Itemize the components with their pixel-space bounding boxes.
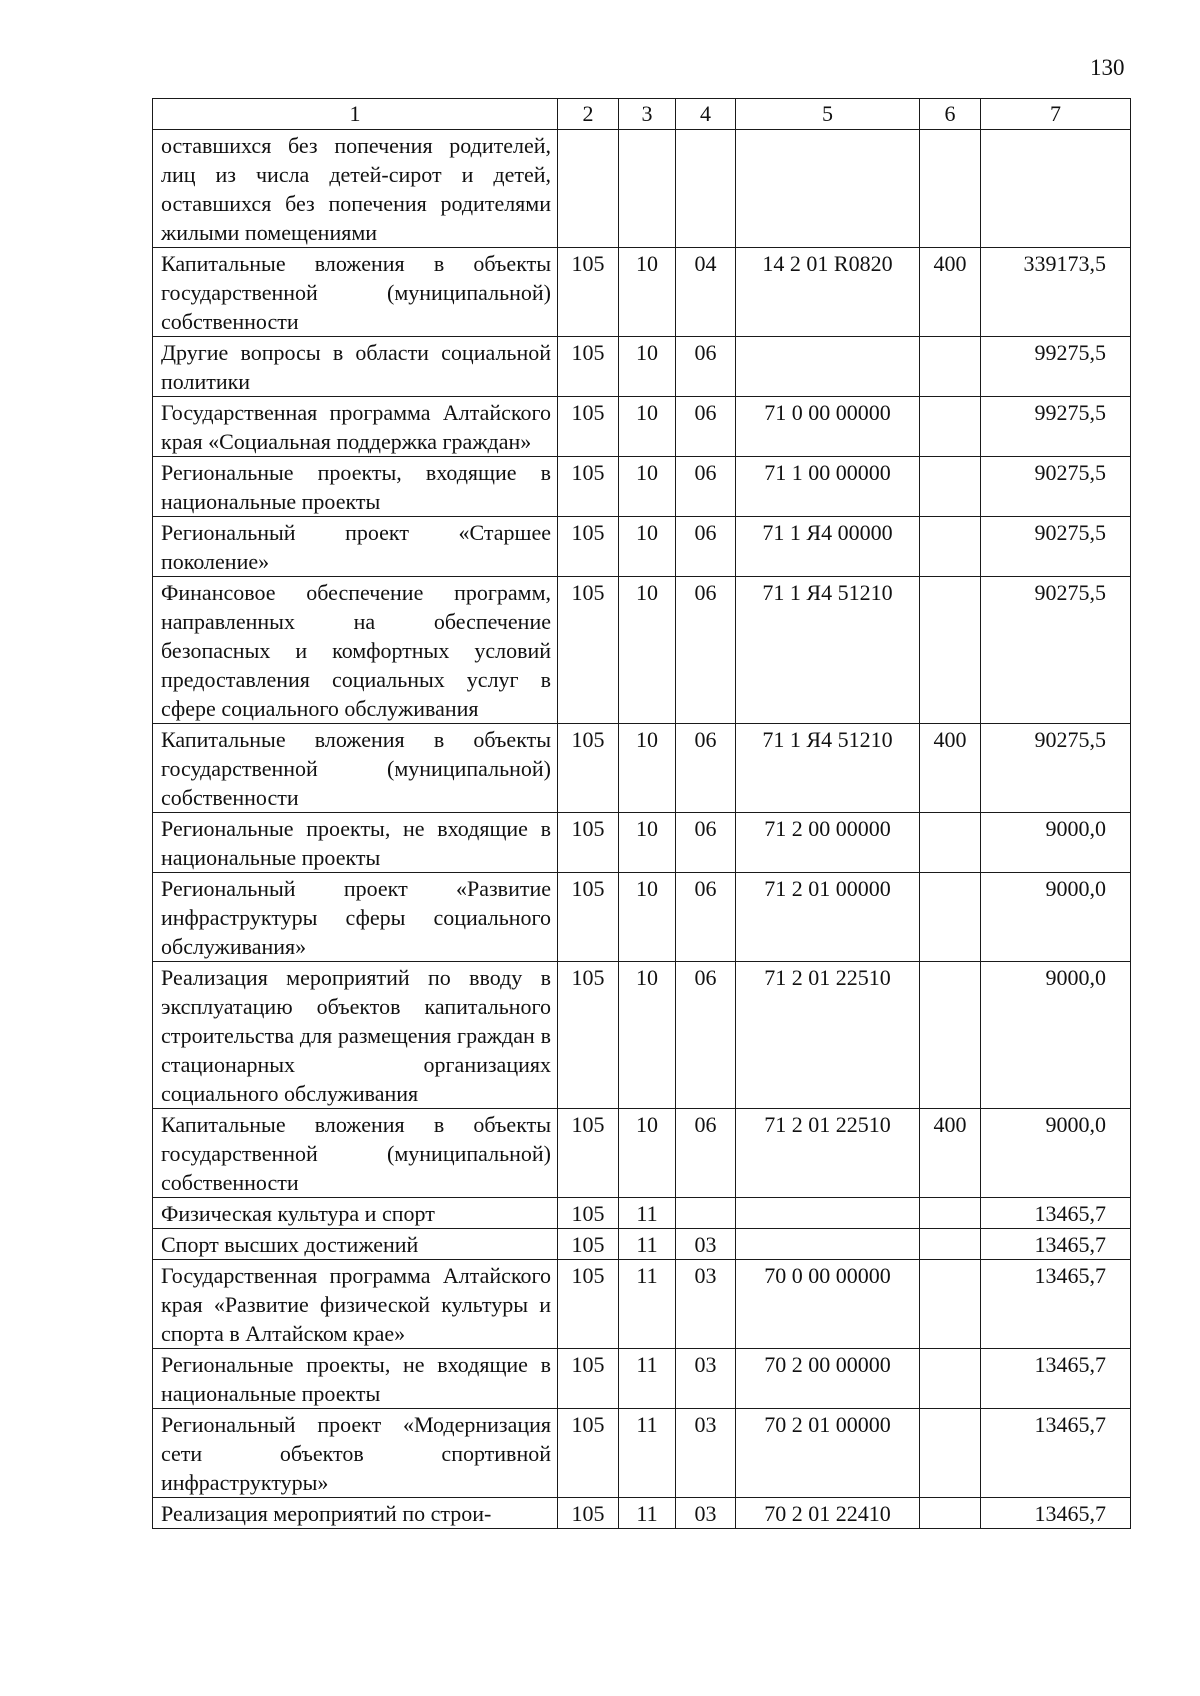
cell-code-subsection: 03: [676, 1260, 736, 1349]
cell-amount: 90275,5: [981, 457, 1131, 517]
cell-amount: 9000,0: [981, 962, 1131, 1109]
cell-code-expense-type: [920, 517, 981, 577]
table-row: [153, 457, 1131, 517]
cell-code-target-item: 70 2 01 00000: [736, 1409, 920, 1498]
cell-code-section: 11: [619, 1498, 676, 1529]
page-number: 130: [1090, 55, 1125, 80]
cell-code-subsection: 06: [676, 397, 736, 457]
cell-code-expense-type: 400: [920, 248, 981, 337]
cell-code-ministry: 105: [558, 962, 619, 1109]
cell-amount: 13465,7: [981, 1229, 1131, 1260]
cell-code-subsection: 06: [676, 457, 736, 517]
cell-code-section: 11: [619, 1229, 676, 1260]
table-row: [153, 724, 1131, 813]
column-header: 6: [920, 99, 981, 130]
cell-name: Региональный проект «Модернизация сети объектов спортивной инфраструктуры»: [153, 1409, 558, 1498]
column-header: 4: [676, 99, 736, 130]
cell-code-subsection: 06: [676, 813, 736, 873]
table-row: [153, 1109, 1131, 1198]
cell-code-target-item: 71 2 01 22510: [736, 962, 920, 1109]
cell-code-expense-type: 400: [920, 1109, 981, 1198]
cell-code-expense-type: [920, 130, 981, 248]
budget-table: [152, 98, 1131, 1529]
cell-code-subsection: 06: [676, 873, 736, 962]
cell-code-subsection: 06: [676, 337, 736, 397]
cell-code-subsection: [676, 1198, 736, 1229]
cell-code-subsection: 03: [676, 1229, 736, 1260]
cell-code-target-item: [736, 337, 920, 397]
cell-code-ministry: 105: [558, 1349, 619, 1409]
cell-code-target-item: 70 0 00 00000: [736, 1260, 920, 1349]
cell-code-expense-type: [920, 577, 981, 724]
cell-code-expense-type: [920, 337, 981, 397]
cell-amount: 13465,7: [981, 1198, 1131, 1229]
cell-code-ministry: 105: [558, 1260, 619, 1349]
cell-code-ministry: 105: [558, 397, 619, 457]
cell-code-section: 10: [619, 248, 676, 337]
table-row: [153, 337, 1131, 397]
cell-code-section: 10: [619, 457, 676, 517]
column-number-row: [153, 99, 1131, 130]
cell-code-target-item: 70 2 00 00000: [736, 1349, 920, 1409]
cell-code-target-item: [736, 1229, 920, 1260]
cell-name: Капитальные вложения в объекты государственной (муниципальной) собственности: [153, 724, 558, 813]
cell-name: Другие вопросы в области социальной политики: [153, 337, 558, 397]
cell-name: Региональный проект «Развитие инфраструктуры сферы социального обслуживания»: [153, 873, 558, 962]
cell-name: Региональные проекты, не входящие в национальные проекты: [153, 813, 558, 873]
cell-code-expense-type: [920, 457, 981, 517]
cell-code-subsection: 06: [676, 724, 736, 813]
cell-amount: 13465,7: [981, 1349, 1131, 1409]
cell-code-target-item: 71 1 Я4 51210: [736, 577, 920, 724]
table-row: [153, 813, 1131, 873]
cell-code-target-item: 71 0 00 00000: [736, 397, 920, 457]
cell-code-section: 11: [619, 1349, 676, 1409]
cell-amount: 9000,0: [981, 1109, 1131, 1198]
column-header: 3: [619, 99, 676, 130]
cell-code-expense-type: [920, 1349, 981, 1409]
cell-code-expense-type: [920, 397, 981, 457]
cell-code-section: 10: [619, 397, 676, 457]
cell-name: Государственная программа Алтайского края «Социальная поддержка граждан»: [153, 397, 558, 457]
cell-code-section: 10: [619, 577, 676, 724]
cell-name: Капитальные вложения в объекты государственной (муниципальной) собственности: [153, 248, 558, 337]
cell-code-ministry: [558, 130, 619, 248]
cell-name: Реализация мероприятий по вводу в эксплуатацию объектов капитального строительства для размещения граждан в стационарных организациях социального обслуживания: [153, 962, 558, 1109]
cell-code-expense-type: [920, 1229, 981, 1260]
cell-code-subsection: 06: [676, 577, 736, 724]
cell-code-section: 10: [619, 962, 676, 1109]
cell-amount: 9000,0: [981, 873, 1131, 962]
cell-code-ministry: 105: [558, 1198, 619, 1229]
cell-code-subsection: 06: [676, 1109, 736, 1198]
cell-code-ministry: 105: [558, 724, 619, 813]
cell-amount: 90275,5: [981, 517, 1131, 577]
cell-code-ministry: 105: [558, 457, 619, 517]
cell-code-ministry: 105: [558, 517, 619, 577]
cell-amount: 90275,5: [981, 577, 1131, 724]
cell-name: Реализация мероприятий по строи-: [153, 1498, 558, 1529]
table-row: [153, 517, 1131, 577]
cell-code-ministry: 105: [558, 1498, 619, 1529]
table-row: [153, 577, 1131, 724]
cell-code-ministry: 105: [558, 248, 619, 337]
table-row: [153, 962, 1131, 1109]
cell-name: Региональный проект «Старшее поколение»: [153, 517, 558, 577]
cell-code-target-item: 71 1 00 00000: [736, 457, 920, 517]
cell-code-ministry: 105: [558, 1109, 619, 1198]
table-row: [153, 1198, 1131, 1229]
cell-amount: 339173,5: [981, 248, 1131, 337]
cell-amount: 90275,5: [981, 724, 1131, 813]
cell-code-expense-type: [920, 873, 981, 962]
cell-code-target-item: [736, 130, 920, 248]
cell-amount: 13465,7: [981, 1260, 1131, 1349]
cell-code-section: 11: [619, 1198, 676, 1229]
cell-code-subsection: [676, 130, 736, 248]
cell-code-subsection: 06: [676, 962, 736, 1109]
cell-code-subsection: 03: [676, 1349, 736, 1409]
cell-code-target-item: 70 2 01 22410: [736, 1498, 920, 1529]
cell-code-target-item: [736, 1198, 920, 1229]
cell-amount: 9000,0: [981, 813, 1131, 873]
cell-code-target-item: 71 2 00 00000: [736, 813, 920, 873]
cell-code-ministry: 105: [558, 873, 619, 962]
column-header: 1: [153, 99, 558, 130]
cell-name: Государственная программа Алтайского края «Развитие физической культуры и спорта в Алтайском крае»: [153, 1260, 558, 1349]
cell-code-subsection: 03: [676, 1409, 736, 1498]
table-row: [153, 1229, 1131, 1260]
cell-code-ministry: 105: [558, 813, 619, 873]
cell-name: Региональные проекты, входящие в национальные проекты: [153, 457, 558, 517]
table-row: [153, 248, 1131, 337]
cell-code-section: 10: [619, 724, 676, 813]
cell-code-section: 11: [619, 1260, 676, 1349]
cell-code-section: 10: [619, 873, 676, 962]
cell-code-subsection: 04: [676, 248, 736, 337]
cell-code-target-item: 71 2 01 00000: [736, 873, 920, 962]
table-body: [153, 130, 1131, 1529]
cell-name: Региональные проекты, не входящие в национальные проекты: [153, 1349, 558, 1409]
cell-code-target-item: 71 2 01 22510: [736, 1109, 920, 1198]
cell-code-subsection: 03: [676, 1498, 736, 1529]
cell-code-section: 10: [619, 337, 676, 397]
cell-code-section: [619, 130, 676, 248]
cell-amount: 13465,7: [981, 1498, 1131, 1529]
cell-code-ministry: 105: [558, 1229, 619, 1260]
cell-name: Спорт высших достижений: [153, 1229, 558, 1260]
cell-code-subsection: 06: [676, 517, 736, 577]
cell-code-section: 10: [619, 1109, 676, 1198]
cell-code-ministry: 105: [558, 337, 619, 397]
cell-code-section: 10: [619, 517, 676, 577]
column-header: 7: [981, 99, 1131, 130]
cell-name: Финансовое обеспечение программ, направленных на обеспечение безопасных и комфортных условий предоставления социальных услуг в сфере социального обслуживания: [153, 577, 558, 724]
cell-code-expense-type: [920, 962, 981, 1109]
cell-code-target-item: 71 1 Я4 51210: [736, 724, 920, 813]
cell-code-expense-type: [920, 1260, 981, 1349]
cell-code-ministry: 105: [558, 1409, 619, 1498]
table-row: [153, 1409, 1131, 1498]
cell-code-section: 11: [619, 1409, 676, 1498]
cell-amount: [981, 130, 1131, 248]
cell-name: оставшихся без попечения родителей, лиц из числа детей-сирот и детей, оставшихся без попечения родителями жилыми помещениями: [153, 130, 558, 248]
cell-code-section: 10: [619, 813, 676, 873]
cell-code-expense-type: 400: [920, 724, 981, 813]
table-row: [153, 397, 1131, 457]
cell-code-expense-type: [920, 1498, 981, 1529]
column-header: 2: [558, 99, 619, 130]
column-header: 5: [736, 99, 920, 130]
cell-code-ministry: 105: [558, 577, 619, 724]
cell-code-expense-type: [920, 1198, 981, 1229]
cell-code-expense-type: [920, 813, 981, 873]
table-row: [153, 873, 1131, 962]
table-row: [153, 1498, 1131, 1529]
cell-code-expense-type: [920, 1409, 981, 1498]
cell-amount: 99275,5: [981, 397, 1131, 457]
table-row: [153, 130, 1131, 248]
table-header: [153, 99, 1131, 130]
cell-amount: 99275,5: [981, 337, 1131, 397]
cell-code-target-item: 71 1 Я4 00000: [736, 517, 920, 577]
cell-code-target-item: 14 2 01 R0820: [736, 248, 920, 337]
cell-amount: 13465,7: [981, 1409, 1131, 1498]
table-row: [153, 1349, 1131, 1409]
table-row: [153, 1260, 1131, 1349]
cell-name: Капитальные вложения в объекты государственной (муниципальной) собственности: [153, 1109, 558, 1198]
cell-name: Физическая культура и спорт: [153, 1198, 558, 1229]
